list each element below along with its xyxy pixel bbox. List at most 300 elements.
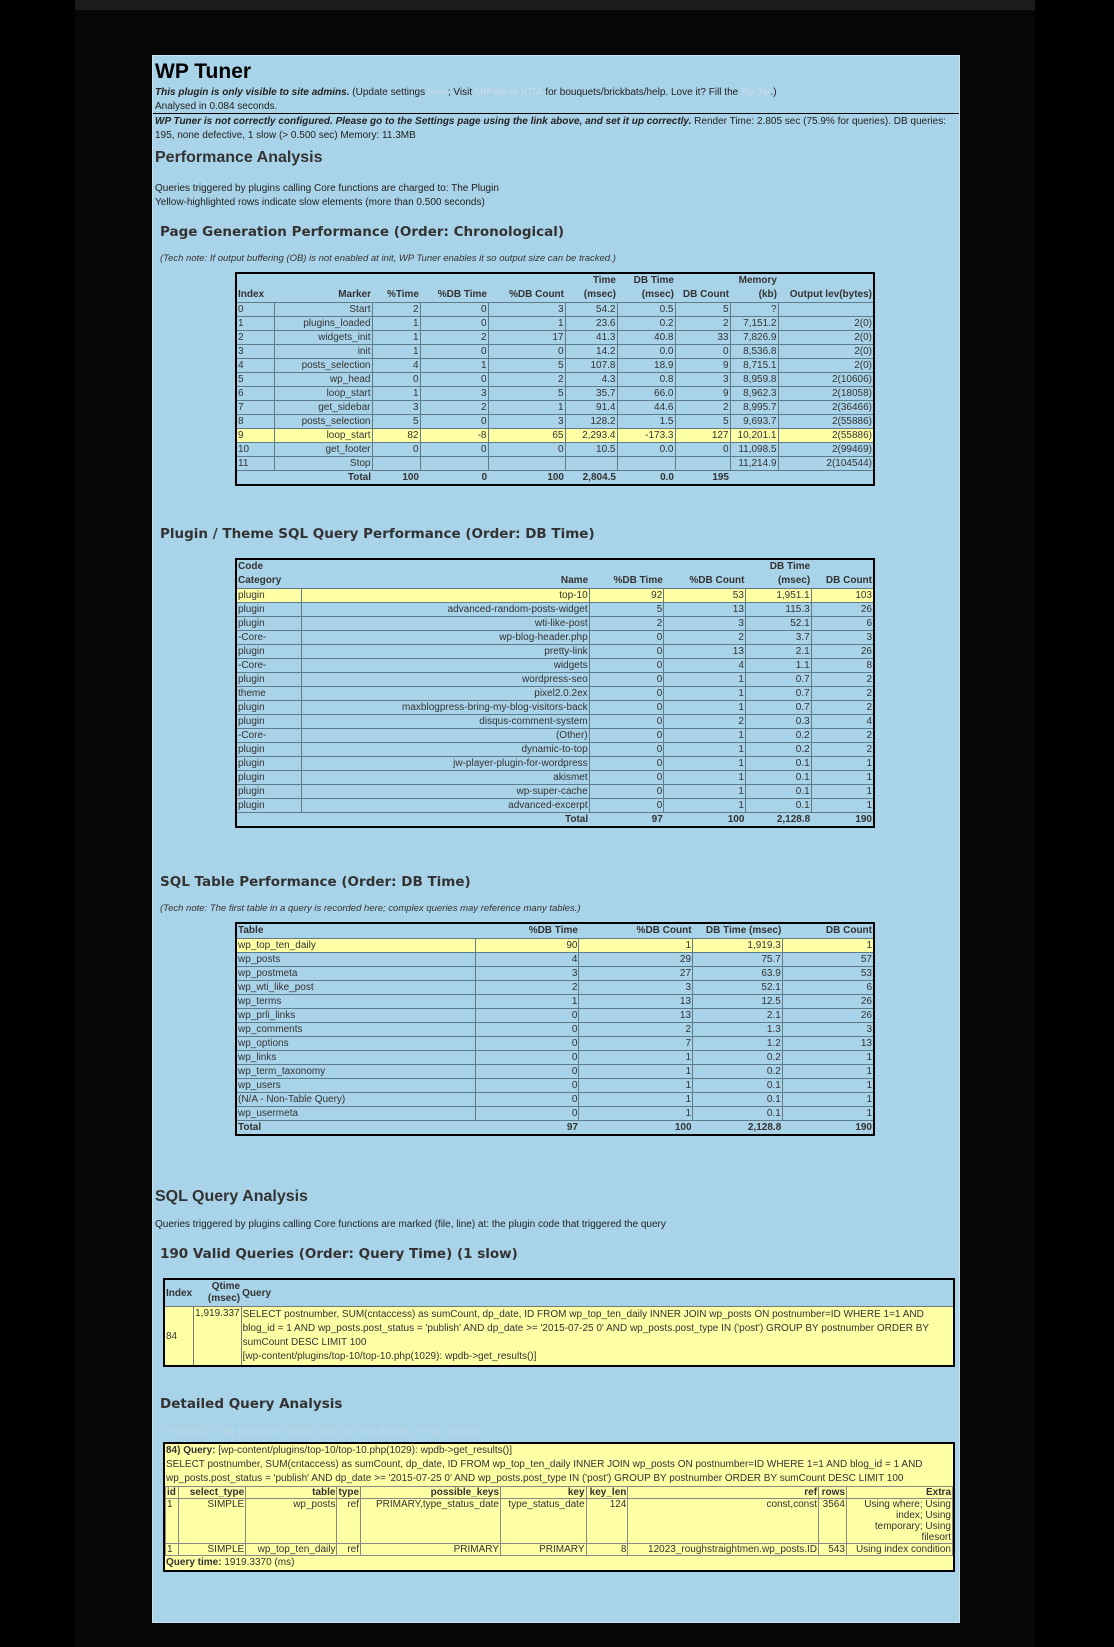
table-cell: 29 (579, 953, 693, 967)
table-cell: widgets_init (274, 331, 372, 345)
table-cell: 0 (420, 373, 488, 387)
column-header: Output lev(bytes) (789, 289, 872, 300)
column-header: DB Time (msec) (769, 561, 811, 586)
table-cell: 2(0) (778, 345, 874, 359)
table-cell: 3 (675, 373, 730, 387)
total-row (236, 813, 874, 828)
table-cell: 7,151.2 (730, 317, 778, 331)
table-cell: 2 (675, 401, 730, 415)
table-cell: 5 (675, 415, 730, 429)
intro-line (155, 87, 955, 98)
table-row (236, 939, 874, 953)
table-cell: 13 (664, 645, 746, 659)
table-row (236, 1079, 874, 1093)
table-cell: 0 (675, 345, 730, 359)
table-cell: 0.0 (617, 443, 675, 457)
table-cell: posts_selection (274, 359, 372, 373)
table-cell: advanced-random-posts-widget (302, 603, 589, 617)
table-cell: 75.7 (693, 953, 783, 967)
column-header: Code Category (238, 561, 282, 586)
detailed-query-text: SELECT postnumber, SUM(cntaccess) as sumCount, dp_date, ID FROM wp_top_ten_daily INNER JOIN wp_posts ON postnumber=ID WHERE 1=1 AND blog_id = 1 AND wp_posts.post_status = 'publish' AND dp_date >= '2015-07-25 0' AND wp_posts.post_type IN ('post') GROUP BY postnumber ORDER BY sumCount DESC LIMIT 100 (166, 1459, 923, 1484)
table-cell: 4 (236, 359, 274, 373)
table-cell: 1 (420, 359, 488, 373)
column-header: DB Time (msec) (633, 275, 674, 300)
table-cell: 52.1 (745, 617, 811, 631)
table-cell: 2 (488, 373, 565, 387)
query-cell (241, 1307, 954, 1367)
table-cell: 8,715.1 (730, 359, 778, 373)
table-cell: 3.7 (745, 631, 811, 645)
header-qtime: Qtime (msec) (207, 1281, 241, 1304)
table-cell: 0 (488, 443, 565, 457)
mysql-site-note[interactable]: The MySQL Site provides helpful hints on the details in this section. (155, 1426, 483, 1438)
table-cell: wordpress-seo (302, 673, 589, 687)
table-cell: 2 (664, 631, 746, 645)
table-cell: 4 (811, 715, 874, 729)
table-cell: 3 (372, 401, 420, 415)
explain-header: possible_keys (361, 1487, 501, 1499)
table-cell: 40.8 (617, 331, 675, 345)
table-cell: 107.8 (565, 359, 617, 373)
query-text: SELECT postnumber, SUM(cntaccess) as sumCount, dp_date, ID FROM wp_top_ten_daily INNER JOIN wp_posts ON postnumber=ID WHERE 1=1 AND blog_id = 1 AND wp_posts.post_status = 'publish' AND dp_date >= '2015-07-25 0' AND wp_posts.post_type IN ('post') GROUP BY postnumber ORDER BY sumCount DESC LIMIT 100 (242, 1309, 929, 1348)
analysed-time: Analysed in 0.084 seconds. (155, 101, 278, 112)
table-cell: 0.7 (745, 687, 811, 701)
settings-link[interactable]: here (427, 87, 448, 98)
table-cell: 7 (579, 1037, 693, 1051)
table-cell: 4 (664, 659, 746, 673)
divider (153, 113, 959, 114)
table-cell: 0.1 (693, 1079, 783, 1093)
table-cell: 0 (420, 443, 488, 457)
table-cell: 9 (236, 429, 274, 443)
table-cell: 6 (811, 617, 874, 631)
table-cell: 26 (782, 1009, 874, 1023)
table-cell: 3 (420, 387, 488, 401)
table-cell: 10,201.1 (730, 429, 778, 443)
table-cell: 0 (589, 701, 664, 715)
table-cell: 0.1 (745, 799, 811, 813)
table-cell: wp_usermeta (236, 1107, 475, 1121)
table-cell: 2 (420, 331, 488, 345)
explain-header: select_type (178, 1487, 245, 1499)
table-row (236, 631, 874, 645)
table-row (236, 995, 874, 1009)
column-header: %Time (386, 289, 419, 300)
table-row (236, 953, 874, 967)
table-row (236, 715, 874, 729)
table-cell: 5 (589, 603, 664, 617)
detailed-heading: Detailed Query Analysis (160, 1396, 343, 1412)
table-cell: wp_term_taxonomy (236, 1065, 475, 1079)
table-cell: 2 (811, 673, 874, 687)
table-row (236, 701, 874, 715)
performance-line2: Yellow-highlighted rows indicate slow elements (more than 0.500 seconds) (155, 197, 485, 208)
table-cell: 18.9 (617, 359, 675, 373)
total-cell: 190 (855, 1122, 872, 1133)
table-cell: 0 (236, 303, 274, 317)
column-header: Table (238, 925, 264, 936)
table-cell: 13 (579, 1009, 693, 1023)
explain-cell: Using where; Using index; Using temporary; Using filesort (846, 1499, 952, 1544)
explain-header: type (338, 1487, 360, 1498)
column-header: Index (238, 289, 265, 300)
table-cell: dynamic-to-top (302, 743, 589, 757)
table-cell: 5 (488, 359, 565, 373)
table-cell: plugins_loaded (274, 317, 372, 331)
explain-cell: type_status_date (501, 1499, 587, 1544)
table-cell: plugin (236, 617, 302, 631)
table-cell: 1 (488, 401, 565, 415)
explain-cell: 8 (586, 1544, 628, 1556)
table-row (236, 1009, 874, 1023)
table-cell: 0.2 (745, 729, 811, 743)
table-cell: 3 (236, 345, 274, 359)
table-perf-heading: SQL Table Performance (Order: DB Time) (160, 874, 471, 890)
table-cell: 9 (675, 387, 730, 401)
table-cell: 8 (236, 415, 274, 429)
table-cell: 1 (782, 1065, 874, 1079)
table-cell: 1.3 (693, 1023, 783, 1037)
table-cell: -Core- (236, 729, 302, 743)
explain-cell: Using index condition (846, 1544, 952, 1556)
total-cell: 100 (402, 472, 419, 483)
table-cell: wp_postmeta (236, 967, 475, 981)
explain-cell: 124 (586, 1499, 628, 1544)
table-cell: 0 (589, 631, 664, 645)
table-cell: 0 (589, 771, 664, 785)
table-cell: 0 (475, 1051, 579, 1065)
detailed-query-source: [wp-content/plugins/top-10/top-10.php(1029): wpdb->get_results()] (215, 1445, 513, 1456)
table-cell: 4 (475, 953, 579, 967)
table-cell: 3 (811, 631, 874, 645)
table-cell: 35.7 (565, 387, 617, 401)
table-cell: 2(10606) (778, 373, 874, 387)
table-cell: 2(18058) (778, 387, 874, 401)
detailed-query-header (165, 1444, 953, 1458)
table-cell: 4.3 (565, 373, 617, 387)
column-header: %DB Time (613, 575, 663, 586)
table-cell: 0 (475, 1037, 579, 1051)
table-cell: 12.5 (693, 995, 783, 1009)
table-cell: wp_options (236, 1037, 475, 1051)
table-cell: 0 (589, 659, 664, 673)
total-cell (236, 813, 302, 828)
table-cell: 3 (488, 303, 565, 317)
table-cell: 41.3 (565, 331, 617, 345)
table-cell: 8,995.7 (730, 401, 778, 415)
table-row (236, 589, 874, 603)
table-cell: 1 (664, 673, 746, 687)
table-row (236, 1023, 874, 1037)
page-gen-heading: Page Generation Performance (Order: Chronological) (160, 224, 565, 240)
table-cell: -8 (420, 429, 488, 443)
table-cell: 1 (372, 345, 420, 359)
table-row (236, 1037, 874, 1051)
table-cell (675, 457, 730, 471)
table-cell: 0.1 (745, 757, 811, 771)
table-row (236, 799, 874, 813)
table-cell: 23.6 (565, 317, 617, 331)
table-cell: plugin (236, 743, 302, 757)
table-cell: 0 (589, 757, 664, 771)
total-cell: 100 (674, 1122, 692, 1133)
column-header: DB Time (msec) (705, 925, 782, 936)
header-query: Query (242, 1287, 272, 1299)
table-cell: plugin (236, 757, 302, 771)
table-cell: 2(0) (778, 331, 874, 345)
table-cell: 17 (488, 331, 565, 345)
table-cell (420, 457, 488, 471)
tipjar-link[interactable]: Tip Jar (740, 87, 771, 98)
table-cell: 1 (664, 799, 746, 813)
explain-header: Extra (846, 1487, 952, 1499)
table-cell: 1 (236, 317, 274, 331)
total-cell: 0.0 (660, 472, 674, 483)
total-row (236, 1121, 874, 1136)
table-cell: 0 (589, 715, 664, 729)
sql-analysis-heading: SQL Query Analysis (155, 1188, 308, 1205)
page-gen-table (235, 272, 875, 486)
table-cell: 0.1 (745, 785, 811, 799)
explain-cell: PRIMARY,type_status_date (361, 1499, 501, 1544)
valid-queries-table (163, 1278, 955, 1367)
explain-cell: 1 (166, 1544, 179, 1556)
table-cell: 1 (811, 771, 874, 785)
table-row (236, 401, 874, 415)
table-cell: 91.4 (565, 401, 617, 415)
table-cell: 7,826.9 (730, 331, 778, 345)
column-header: %DB Time (528, 925, 578, 936)
explain-cell: 3564 (819, 1499, 847, 1544)
total-cell (236, 471, 274, 486)
table-cell: loop_start (274, 387, 372, 401)
table-cell: 53 (782, 967, 874, 981)
table-cell: wp_links (236, 1051, 475, 1065)
total-cell (730, 471, 778, 486)
explain-cell: SIMPLE (178, 1544, 245, 1556)
table-cell: 2 (372, 303, 420, 317)
table-cell: 63.9 (693, 967, 783, 981)
explain-cell: 543 (819, 1544, 847, 1556)
table-cell: 1 (782, 939, 874, 953)
close-paren: .) (770, 87, 777, 98)
total-cell: Total (564, 814, 589, 825)
table-cell: 1 (664, 757, 746, 771)
table-cell: theme (236, 687, 302, 701)
table-row (236, 757, 874, 771)
table-cell: 2 (475, 981, 579, 995)
total-cell: 2,128.8 (747, 1122, 782, 1133)
table-cell: 1,919.3 (693, 939, 783, 953)
table-cell: 0.7 (745, 701, 811, 715)
table-cell: 2.1 (693, 1009, 783, 1023)
table-cell: 8,536.8 (730, 345, 778, 359)
update-prefix: (Update settings (349, 87, 428, 98)
table-cell: 0.1 (693, 1093, 783, 1107)
table-cell: 0 (475, 1093, 579, 1107)
table-row (236, 373, 874, 387)
mrpete-link[interactable]: MrPete at ICTA (474, 87, 543, 98)
table-cell: plugin (236, 799, 302, 813)
table-cell: 1 (488, 317, 565, 331)
column-header: %DB Count (636, 925, 692, 936)
column-header: Time (msec) (583, 275, 616, 300)
total-cell: 97 (651, 814, 663, 825)
visit-text: ; Visit (447, 87, 475, 98)
table-cell: -Core- (236, 659, 302, 673)
table-cell: 1 (811, 785, 874, 799)
table-row (236, 317, 874, 331)
table-row (236, 303, 874, 317)
render-stats: Render Time: 2.805 sec (75.9% for queries). DB queries: 195, none defective, 1 slow (> 0.500 sec) Memory: 11.3MB (155, 116, 946, 141)
table-row (236, 457, 874, 471)
query-source: [wp-content/plugins/top-10/top-10.php(1029): wpdb->get_results()] (242, 1351, 537, 1362)
table-cell: 8,962.3 (730, 387, 778, 401)
valid-queries-heading: 190 Valid Queries (Order: Query Time) (1 slow) (160, 1246, 518, 1262)
table-cell: ? (730, 303, 778, 317)
table-row (236, 331, 874, 345)
table-cell: 2(55886) (778, 415, 874, 429)
table-cell: 1 (579, 1051, 693, 1065)
table-cell: 2 (589, 617, 664, 631)
table-cell: (N/A - Non-Table Query) (236, 1093, 475, 1107)
sql-analysis-line: Queries triggered by plugins calling Core functions are marked (file, line) at: the plugin code that triggered the query (155, 1219, 666, 1230)
table-cell: pretty-link (302, 645, 589, 659)
total-cell: Total (238, 1122, 262, 1133)
table-cell: 26 (811, 645, 874, 659)
column-header: %DB Count (509, 289, 564, 300)
table-cell: 11,214.9 (730, 457, 778, 471)
table-cell: 0.2 (745, 743, 811, 757)
total-cell: 2,804.5 (582, 472, 616, 483)
table-cell: 0.5 (617, 303, 675, 317)
table-cell: 2 (811, 701, 874, 715)
table-cell: 9 (675, 359, 730, 373)
total-cell: 100 (547, 472, 564, 483)
explain-cell: ref (337, 1544, 361, 1556)
slow-query-row (164, 1307, 954, 1367)
total-row (236, 471, 874, 486)
explain-cell: wp_top_ten_daily (246, 1544, 337, 1556)
table-cell: 26 (811, 603, 874, 617)
table-cell: widgets (302, 659, 589, 673)
explain-cell: const,const (628, 1499, 819, 1544)
table-cell: wp_head (274, 373, 372, 387)
table-cell: wp_comments (236, 1023, 475, 1037)
table-cell: 3 (579, 981, 693, 995)
column-header: DB Count (825, 925, 872, 936)
table-cell: 90 (475, 939, 579, 953)
table-row (236, 345, 874, 359)
table-cell: 0 (372, 373, 420, 387)
total-cell: 0 (481, 472, 487, 483)
table-row (236, 673, 874, 687)
table-cell: 1 (372, 331, 420, 345)
explain-header: ref (628, 1487, 819, 1499)
table-cell: 0 (420, 415, 488, 429)
explain-cell: wp_posts (246, 1499, 337, 1544)
table-cell: 0 (675, 443, 730, 457)
table-cell: 2 (675, 317, 730, 331)
table-cell: 1 (664, 701, 746, 715)
explain-cell: 12023_roughstraightmen.wp_posts.ID (628, 1544, 819, 1556)
table-cell: 1 (579, 1065, 693, 1079)
table-cell: 1 (579, 1079, 693, 1093)
table-cell: 1 (579, 939, 693, 953)
table-cell: 0.1 (693, 1107, 783, 1121)
table-cell: 127 (675, 429, 730, 443)
header-index: Index (166, 1287, 193, 1299)
top-bar (75, 0, 1035, 10)
table-cell: 10.5 (565, 443, 617, 457)
table-cell: (Other) (302, 729, 589, 743)
warning-text: WP Tuner is not correctly configured. Please go to the Settings page using the link above, and set it up correctly. (155, 116, 692, 127)
table-cell: 1 (664, 729, 746, 743)
table-cell: wti-like-post (302, 617, 589, 631)
total-cell: 100 (727, 814, 745, 825)
table-cell: 1 (475, 995, 579, 1009)
table-cell: maxblogpress-bring-my-blog-visitors-back (302, 701, 589, 715)
explain-cell: SIMPLE (178, 1499, 245, 1544)
explain-cell: PRIMARY (361, 1544, 501, 1556)
table-cell: 2(36466) (778, 401, 874, 415)
table-row (236, 603, 874, 617)
table-cell: 1 (372, 317, 420, 331)
table-cell: 0.0 (617, 345, 675, 359)
table-cell: posts_selection (274, 415, 372, 429)
total-cell: 195 (712, 472, 729, 483)
explain-row (166, 1544, 953, 1556)
explain-cell: ref (337, 1499, 361, 1544)
table-cell: 0.2 (693, 1051, 783, 1065)
table-cell: 2.1 (745, 645, 811, 659)
query-time-line (165, 1556, 953, 1570)
table-cell: 2(104544) (778, 457, 874, 471)
query-time-value: 1919.3370 (ms) (221, 1557, 295, 1568)
table-cell: 26 (782, 995, 874, 1009)
table-row (236, 1065, 874, 1079)
table-cell: 54.2 (565, 303, 617, 317)
table-cell: 0 (475, 1009, 579, 1023)
table-cell: 2 (420, 401, 488, 415)
wp-tuner-panel (152, 55, 960, 1623)
total-cell: 2,128.8 (776, 814, 811, 825)
table-cell: 0.2 (693, 1065, 783, 1079)
table-cell: 6 (782, 981, 874, 995)
table-cell: 44.6 (617, 401, 675, 415)
plugin-perf-table (235, 558, 875, 828)
table-row (236, 743, 874, 757)
table-cell: 1 (664, 771, 746, 785)
table-cell: 0 (589, 687, 664, 701)
explain-header: key_len (586, 1487, 628, 1499)
table-cell: 7 (236, 401, 274, 415)
table-cell: 0 (420, 345, 488, 359)
table-cell: -173.3 (617, 429, 675, 443)
table-cell: 1 (782, 1051, 874, 1065)
table-cell: 8 (811, 659, 874, 673)
table-cell: 0 (589, 799, 664, 813)
total-cell: Total (347, 472, 371, 483)
table-cell: Start (274, 303, 372, 317)
total-cell (778, 471, 874, 486)
table-row (236, 1093, 874, 1107)
table-cell: 2 (811, 743, 874, 757)
table-cell: 10 (236, 443, 274, 457)
table-cell: wp_posts (236, 953, 475, 967)
table-cell: plugin (236, 701, 302, 715)
table-cell: 2 (664, 715, 746, 729)
